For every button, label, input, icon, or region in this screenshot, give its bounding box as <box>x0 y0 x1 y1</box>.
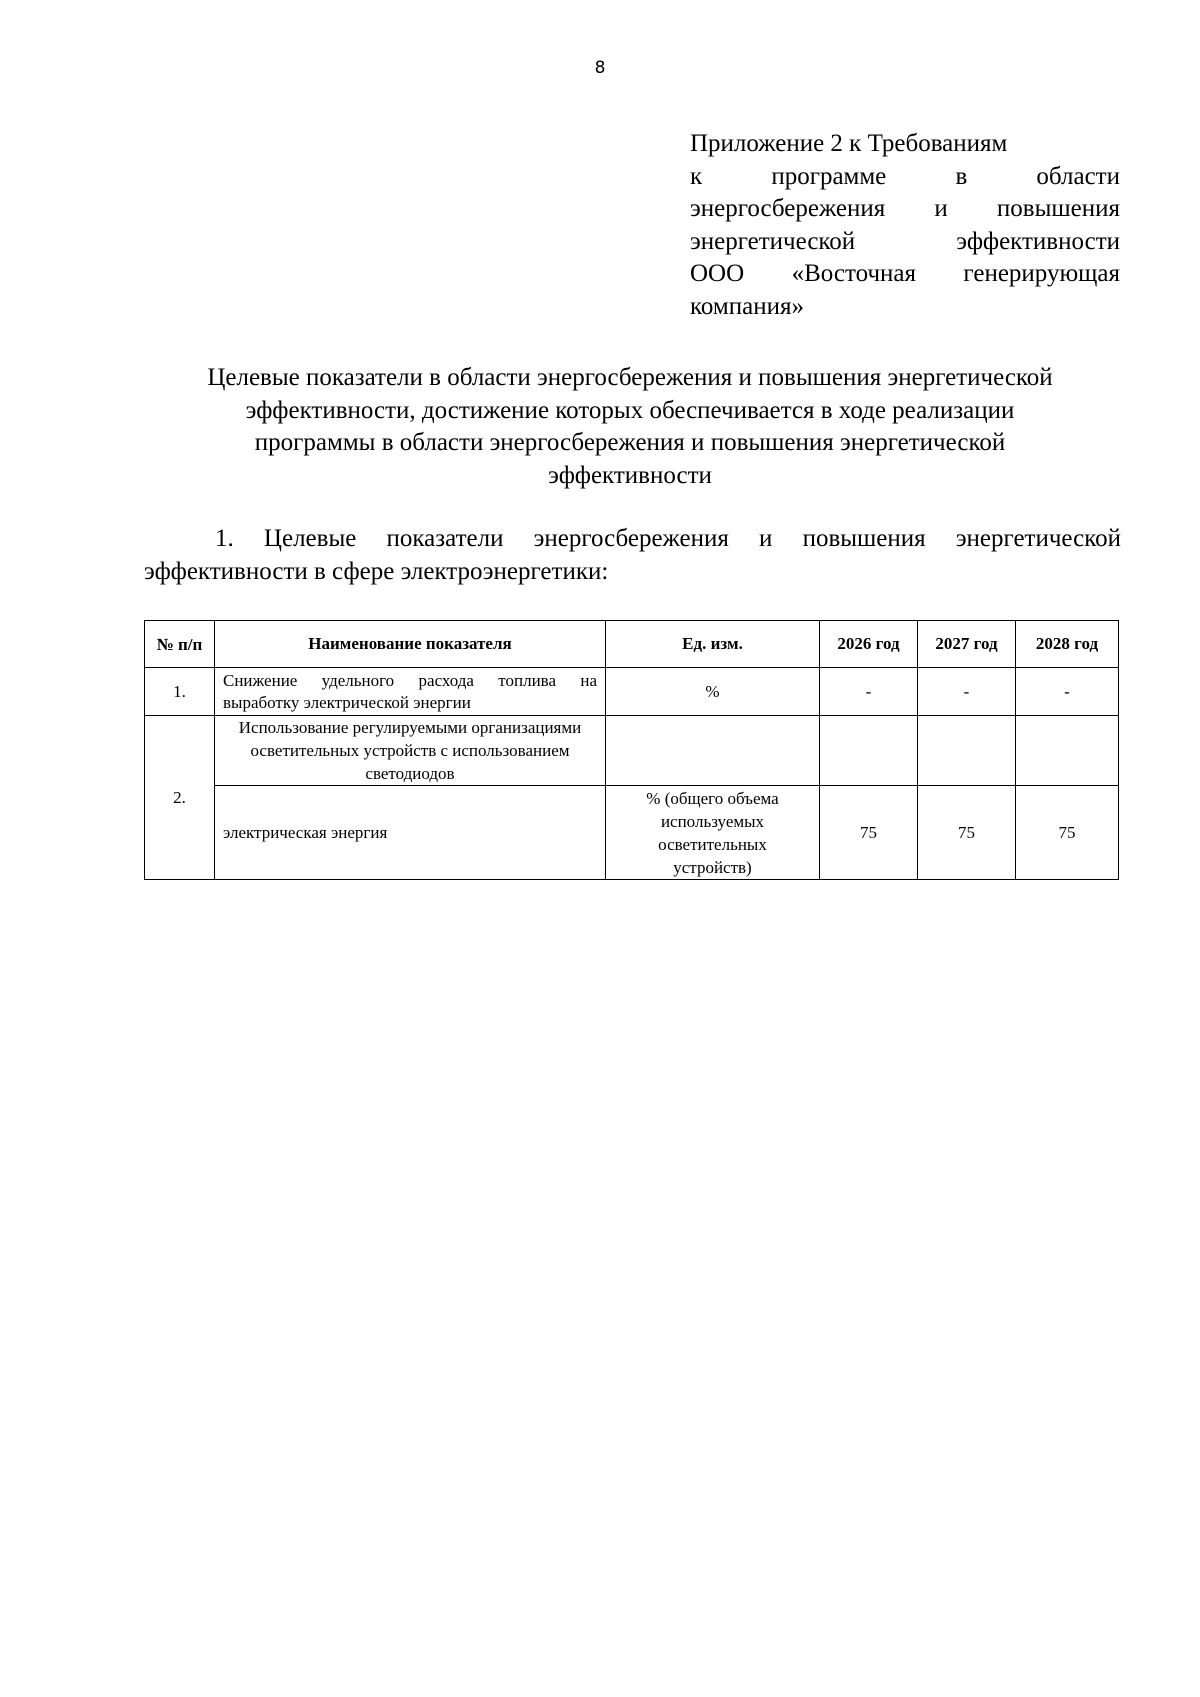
appendix-line: ООО «Восточная генерирующая <box>690 260 1120 287</box>
title-line: эффективности <box>548 461 712 489</box>
table-row <box>145 786 1119 880</box>
cell-2027 <box>918 716 1016 786</box>
section-heading: 1. Целевые показатели энергосбережения и повышения энергетической эффективности в сфере электроэнергетики: <box>144 525 1121 585</box>
cell-2027: - <box>918 668 1016 716</box>
title-line: Целевые показатели в области энергосбережения и повышения энергетической <box>207 364 1053 391</box>
appendix-note <box>690 128 1120 323</box>
cell-name: Использование регулируемыми организациями осветительных устройств с использованием светодиодов <box>215 716 606 786</box>
appendix-line: компания» <box>690 292 804 320</box>
cell-2026: 75 <box>820 786 918 880</box>
table-row <box>145 668 1119 716</box>
cell-2028: - <box>1016 668 1119 716</box>
cell-2028 <box>1016 716 1119 786</box>
cell-name: электрическая энергия <box>215 786 606 880</box>
cell-2028: 75 <box>1016 786 1119 880</box>
cell-2027: 75 <box>918 786 1016 880</box>
title-line: программы в области энергосбережения и повышения энергетической <box>254 429 1006 456</box>
appendix-line: энергетической эффективности <box>690 227 1120 255</box>
appendix-line: к программе в области <box>690 162 1120 190</box>
appendix-line: Приложение 2 к Требованиям <box>690 130 1008 157</box>
cell-unit: % (общего объема используемых осветительных устройств) <box>606 786 820 880</box>
header-unit: Ед. изм. <box>606 621 820 668</box>
title-line: эффективности, достижение которых обеспечивается в ходе реализации <box>245 396 1015 424</box>
table-row <box>145 716 1119 786</box>
cell-num: 1. <box>145 668 215 716</box>
appendix-line: энергосбережения и повышения <box>690 195 1120 222</box>
page-number: 8 <box>594 58 606 78</box>
cell-2026: - <box>820 668 918 716</box>
cell-unit: % <box>606 668 820 716</box>
header-num: № п/п <box>145 621 215 668</box>
table-header-row <box>145 621 1119 668</box>
header-2027: 2027 год <box>918 621 1016 668</box>
header-2028: 2028 год <box>1016 621 1119 668</box>
cell-name: Снижение удельного расхода топлива на выработку электрической энергии <box>215 668 606 716</box>
header-2026: 2026 год <box>820 621 918 668</box>
header-name: Наименование показателя <box>215 621 606 668</box>
cell-num: 2. <box>145 716 215 880</box>
cell-2026 <box>820 716 918 786</box>
document-title <box>130 362 1130 492</box>
cell-unit <box>606 716 820 786</box>
indicators-table <box>144 620 1119 880</box>
